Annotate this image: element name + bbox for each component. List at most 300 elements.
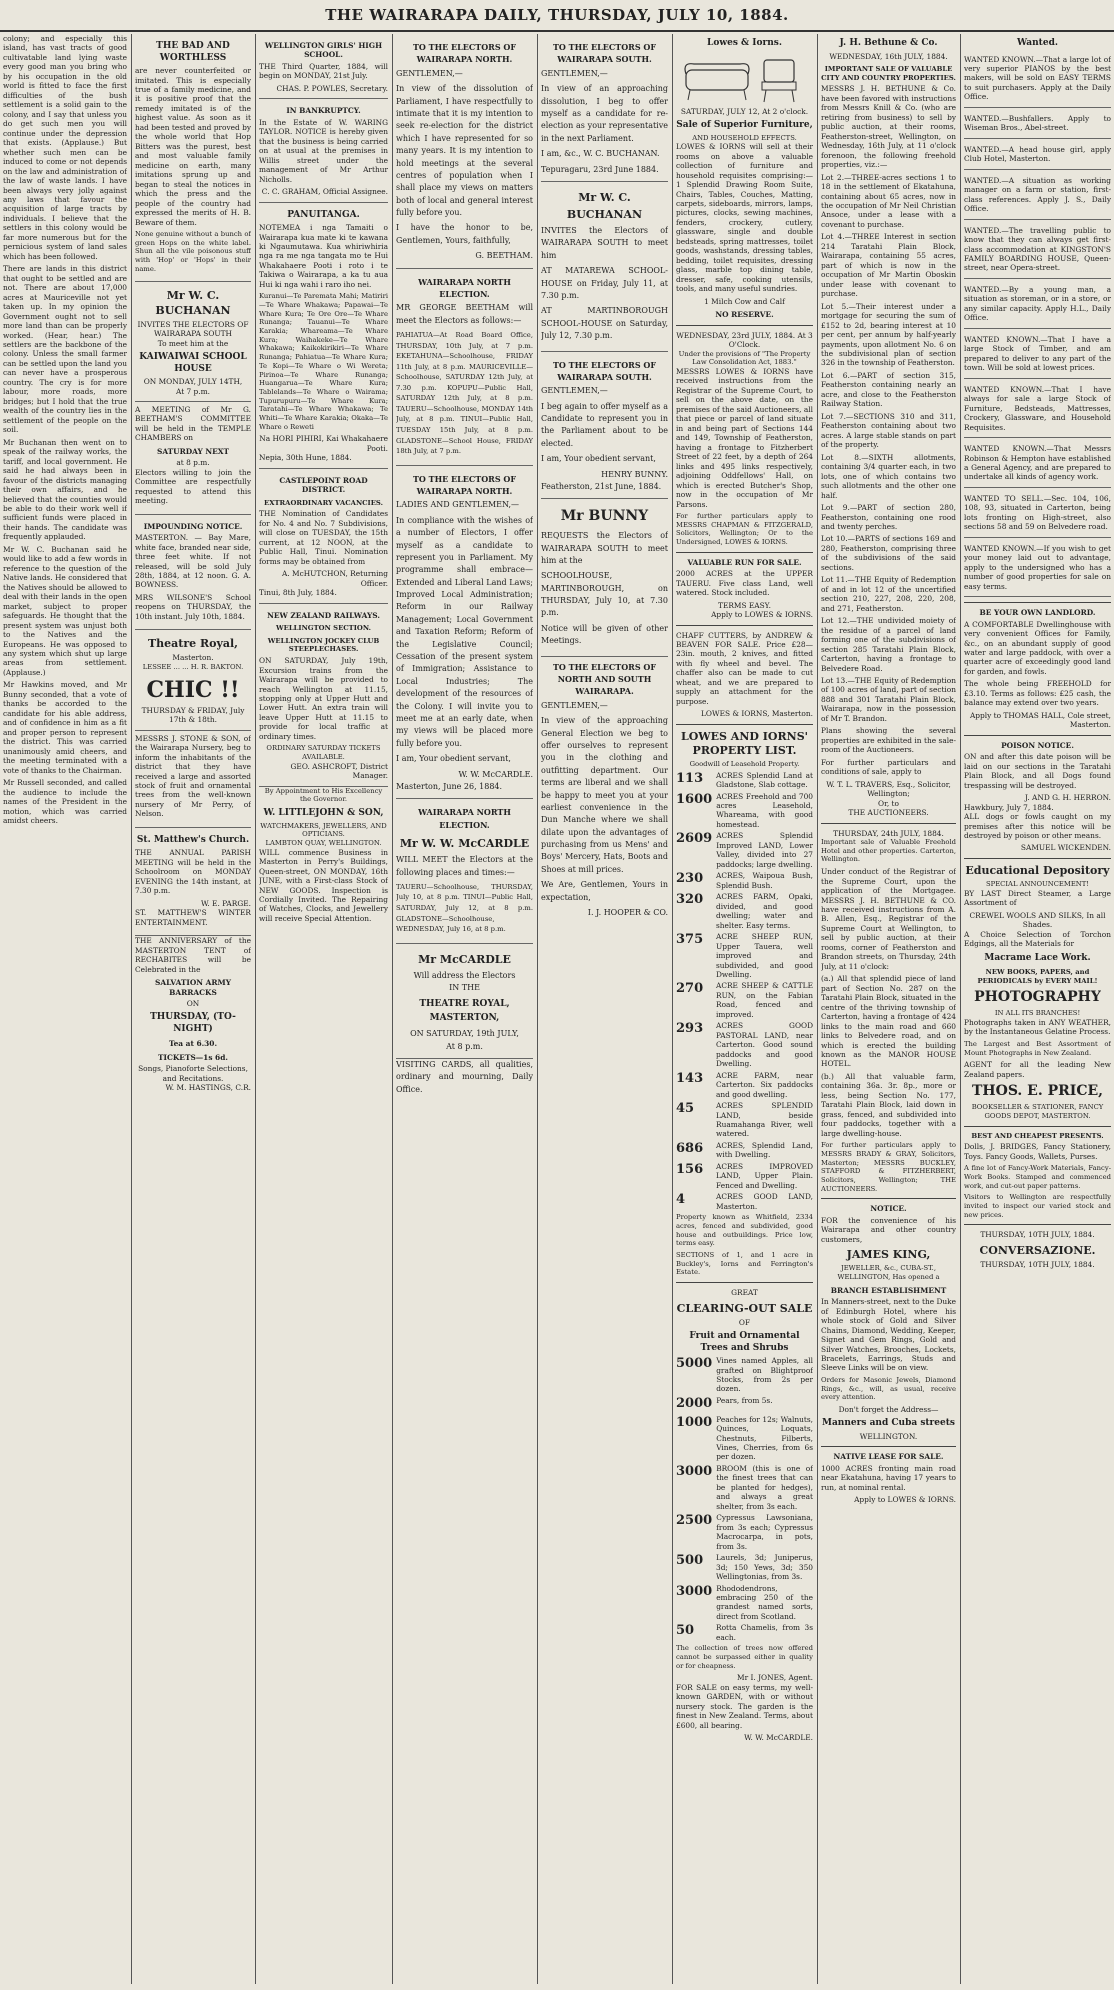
king-text: In Manners-street, next to the Duke of Edinburgh Hotel, where his whole stock of Gold and Silver Chains, Diamond, Wedding, Keeper, Signet and Gem Rings, Gold and Silver Watches, Brooches, Lockets, Bracelets, Earrings, Studs and Sleeve Links will be on view.: [821, 1297, 956, 1373]
ad-date: Tinui, 8th July, 1884.: [259, 588, 337, 598]
king-address-label: Don't forget the Address—: [838, 1404, 939, 1414]
sale-text: (b.) All that valuable farm, containing 36a. 3r. 8p., more or less, being Section No. 177, Taratahi Plain Block, laid down in grass, fenced, and subdivided into four paddocks, together with a large dwelling-house.: [821, 1071, 956, 1138]
sale-text: LOWES & IORNS will sell at their rooms on above a valuable collection of furniture and household requisites comprising:— 1 Splendid Drawing Room Suite, Chairs, Tables, Couches, Matting, carpets, sideboards, mirrors, lamps, pictures, clocks, sewing machines, fenders, crockery, cutlery, glassware, single and double bedsteads, spring mattresses, toilet goods, washstands, dressing tables, bedding, toilet requisites, dressing glass, marble top dining table, dresser, safe, cooking utensils, tools, and many useful sundries.: [676, 142, 813, 294]
ad-signature: W. E. PARGE.: [201, 898, 251, 908]
article-paragraph: Mr Hawkins moved, and Mr Bunny seconded, that a vote of thanks be accorded to the candidate for his able address, and of confidence in him as a fit and proper person to represent the district. This was carried unanimously amid cheers, and the meeting terminated with a vote of thanks to the Chairman.: [3, 680, 127, 775]
depot-books: NEW BOOKS, PAPERS, and PERIODICALS by EVERY MAIL!: [977, 968, 1098, 985]
divider: [821, 1446, 956, 1447]
lot-item: Lot 5.—Their interest under a mortgage for securing the sum of £152 to 2d, bearing interest at 10 per cent, per annum by half-yearly payments, upon allotment No. 6 on the subdivisional plan of section 326 in the township of Featherston.: [821, 301, 956, 368]
list-number: 113: [676, 770, 704, 786]
list-text: ACRES Splendid Improved LAND, Lower Valley, divided into 27 paddocks; large dwelling.: [716, 831, 813, 869]
wanted-item: WANTED.—The travelling public to know that they can always get first-class accommodation at KINGSTON'S FAMILY BOARDING HOUSE, Queen-street, near Opera-street.: [964, 223, 1111, 279]
hooper-ad: [541, 661, 668, 920]
buchanan-meetings: [541, 182, 668, 352]
sale-date: WEDNESDAY, 16th JULY, 1884.: [829, 51, 948, 61]
divider: [964, 858, 1111, 859]
king-heading: JAMES KING,: [846, 1248, 931, 1262]
wanted-item: WANTED.—A head house girl, apply Club Hotel, Masterton.: [964, 142, 1111, 170]
ad-heading: TO THE ELECTORS OF WAIRARAPA NORTH.: [412, 42, 517, 65]
native-lease-heading: NATIVE LEASE FOR SALE.: [833, 1452, 944, 1462]
bunny-meeting: [541, 499, 668, 656]
ad-signature: CHAS. P. POWLES, Secretary.: [276, 83, 388, 93]
dogs-text: ALL dogs or fowls caught on my premises after this notice will be destroyed by poison or other means.: [964, 812, 1111, 840]
lot-item: Lot 13.—THE Equity of Redemption of 100 acres of land, part of section 888 and 301 Taratahi Plain Block, Wairarapa, now in the possession of Mr T. Brandon.: [821, 676, 956, 723]
poison-text: ON and after this date poison will be laid on our sections in the Taratahi Plain Block, and all Dogs found trespassing will be destroyed.: [964, 752, 1111, 790]
sale-subheading: Important sale of Valuable Freehold Hotel and other properties. Carterton, Wellington.: [821, 838, 956, 864]
ad-text: ST. MATTHEW'S WINTER ENTERTAINMENT.: [135, 908, 251, 927]
presents-text: Dolls, J. BRIDGES, Fancy Stationery, Toys. Fancy Goods, Wallets, Purses.: [964, 1142, 1111, 1161]
ad-salutation: LADIES AND GENTLEMEN,—: [396, 500, 520, 510]
property-list: [676, 771, 813, 1212]
tree-row: [676, 1356, 813, 1394]
property-list-subheading: Goodwill of Leasehold Property.: [689, 759, 800, 768]
sale-heading: Sale of Superior Furniture,: [676, 119, 813, 130]
divider: [964, 1224, 1111, 1225]
ad-text: In view of the approaching General Election we beg to offer ourselves to represent you in the clothing and outfitting department. Our terms are liberal and we shall be happy to meet you at your earliest convenience in the Dun Manche where we shall dilate upon the advantages of purchasing from us Mens' and Boys' Mercery, Hats, Boots and Shoes at mill prices.: [541, 716, 668, 874]
depot-heading: Educational Depository: [965, 863, 1110, 877]
column-rule: [392, 34, 393, 1984]
ad-heading: NEW ZEALAND RAILWAYS.: [267, 610, 380, 620]
depot-lace: A Choice Selection of Torchon Edgings, all the Materials for: [964, 929, 1111, 949]
ad-signature: I am, Your obedient servant,: [396, 754, 511, 764]
clearing-of: OF: [738, 1317, 751, 1327]
ad-text: MR GEORGE BEETHAM will meet the Electors as follows:—: [396, 303, 533, 325]
ad-text: THE ANNUAL PARISH MEETING will be held in the Schoolroom on MONDAY EVENING the 14th instant, at 7.30 p.m.: [135, 848, 251, 896]
mccardle-theatre-ad: [396, 944, 533, 1059]
lot-item: Lot 10.—PARTS of sections 169 and 280, Featherston, comprising three of the subdivisions of the said sections.: [821, 534, 956, 572]
wanted-item: WANTED.—By a young man, a situation as storeman, or in a store, or any similar capacity. Apply H.L., Daily Office.: [964, 282, 1111, 329]
lot-list: [821, 173, 956, 724]
lot-item: Lot 8.—SIXTH allotments, containing 3/4 quarter each, in two lots, one of which contains two such allotments and the other one half.: [821, 452, 956, 500]
list-text: Laurels, 3d; Juniperus, 3d; 150 Yews, 3d; 350 Wellingtonias, from 3s.: [716, 1553, 813, 1582]
sale-text: MESSRS J. H. BETHUNE & Co. have been favored with instructions from Messrs Knill & Co. (who are retiring from business) to sell by public auction, at their rooms, Featherston-street, Wellington, on Wednesday, 16th July, at 11 o'clock forenoon, the following freehold properties, viz.:—: [821, 84, 956, 170]
sale-text: For further particulars and conditions of sale, apply to: [821, 757, 956, 777]
divider: [821, 1198, 956, 1199]
bunny-address: [541, 352, 668, 500]
ad-signature: C. C. GRAHAM, Official Assignee.: [261, 187, 388, 197]
sale-agent: W. T. L. TRAVERS, Esq., Solicitor, Wellington;: [826, 779, 951, 799]
ad-text: TICKETS—1s 6d.: [158, 1052, 228, 1062]
ad-venue: SALVATION ARMY BARRACKS: [155, 978, 231, 997]
ad-heading: CASTLEPOINT ROAD DISTRICT.: [279, 475, 368, 495]
furniture-illustration: [676, 52, 813, 107]
ad-signature: A. McHUTCHON, Returning Officer.: [281, 569, 388, 588]
ad-text: AT MARTINBOROUGH SCHOOL-HOUSE on Saturday, July 12, 7.30 p.m.: [541, 306, 668, 341]
clearing-heading: CLEARING-OUT SALE: [676, 1301, 813, 1315]
column-6: [676, 34, 813, 1984]
ad-heading: WELLINGTON GIRLS' HIGH SCHOOL.: [264, 41, 383, 60]
list-number: 50: [676, 1623, 695, 1639]
sale-agent: THE AUCTIONEERS.: [848, 808, 929, 818]
column-rule: [672, 34, 673, 1984]
list-number: 2000: [676, 1395, 713, 1411]
property-row: [676, 871, 813, 890]
photography-heading: PHOTOGRAPHY: [974, 989, 1101, 1006]
divider: [821, 823, 956, 824]
notice-text: FOR the convenience of his Wairarapa and other country customers,: [821, 1215, 956, 1244]
article-paragraph: Mr Buchanan then went on to speak of the railway works, the tariff, and local government. He said he had always been in favour of the districts managing their own affairs, and he believed that the counties would be able to do their work well if sufficient funds were placed in their hands. The candidate was frequently applauded.: [3, 437, 127, 542]
ad-text: ON: [186, 998, 200, 1008]
list-text: BROOM (this is one of the finest trees that can be planted for hedges), and always a great shelter, from 3s each.: [716, 1463, 813, 1511]
divider: [676, 724, 813, 725]
list-text: Cypressus Lawsoniana, from 3s each; Cypressus Macrocarpa, in pots, from 3s.: [716, 1513, 813, 1551]
property-note: Property known as Whitfield, 2334 acres, fenced and subdivided, good house and outbuildings. Price low, terms easy.: [676, 1213, 813, 1248]
castlepoint-notice: [259, 469, 388, 604]
article-paragraph: Mr W. C. Buchanan said he would like to add a few words in reference to the question of the Native lands. He considered that the Natives should be allowed to deal with their lands in the open market, subject to proper safeguards. He thought that the present system was unjust both to the Natives and the Europeans. He was opposed to any system which shut up large areas from settlement. (Applause.): [3, 544, 127, 677]
list-number: 230: [676, 871, 704, 887]
ad-signature: GEO. ASHCROFT, District Manager.: [290, 761, 388, 781]
wanted-item: WANTED KNOWN.—That a large lot of very superior PIANOS by the best makers, will be sold on EASY TERMS to suit purchasers. Apply at the Daily Office.: [964, 52, 1111, 108]
girls-high-school-ad: [259, 34, 388, 99]
ad-heading: TO THE ELECTORS OF WAIRARAPA SOUTH.: [552, 359, 657, 382]
beetham-meetings: [396, 269, 533, 466]
ad-text: WILL commence Business in Masterton in Perry's Buildings, Queen-street, ON MONDAY, 16th JUNE, with a First-class Stock of NEW GOODS. Inspection is Cordially Invited. The Repairing of Watches, Clocks, and Jewellery will receive Special Attention.: [259, 847, 388, 923]
ad-text: NOTEMEA i nga Tamaiti o Wairarapa kua mate ki te kawana ki Ngaumutawa. Kua whiriwhiria nga ra me nga tangata mo te Hui Whakahaere Pooti i roto i te Takiwa o Wairarapa, a ka tu aua Hui ki nga wahi i raro iho nei.: [259, 223, 388, 289]
ad-date: THURSDAY, (TO-NIGHT): [150, 1012, 236, 1034]
divider: [676, 552, 813, 553]
sale-subheading: AND HOUSEHOLD EFFECTS.: [692, 133, 797, 142]
mccardle-address: [396, 466, 533, 800]
list-number: 4: [676, 1192, 686, 1208]
railways-notice: [259, 604, 388, 787]
column-rule: [537, 34, 538, 1984]
ad-signature: I am, &c., W. C. BUCHANAN.: [541, 149, 660, 159]
ad-text: SCHOOLHOUSE, MARTINBOROUGH, on THURSDAY, July 10, at 7.30 p.m.: [541, 571, 668, 618]
photography-sub: IN ALL ITS BRANCHES!: [994, 1009, 1081, 1018]
native-lease-text: 1000 ACRES fronting main road near Ekatahuna, having 17 years to run, at nominal rental.: [821, 1463, 956, 1492]
column-2: [135, 34, 251, 1984]
ad-heading: TO THE ELECTORS OF WAIRARAPA NORTH.: [412, 473, 517, 496]
list-number: 320: [676, 892, 704, 908]
divider: [964, 1126, 1111, 1127]
poison-signature: J. AND G. H. HERRON.: [1024, 793, 1111, 803]
maori-notice: [259, 203, 388, 469]
lot-item: Lot 7.—SECTIONS 310 and 311, Featherston containing about two acres. A large stable stands on part of the property.: [821, 411, 956, 450]
masthead: [0, 0, 1114, 32]
divider: [676, 625, 813, 626]
article-paragraph: colony; and especially this island, has vast tracts of good cultivatable land lying waste every good man you bring who by his occupation in the old world is fitted to face the first difficulties of the bush settlement is a solid gain to the colony, and I say that unless you do get such men you will continue under the depression that exists. (Applause.) But whether such men can be induced to come or not depends on the law and administration of the law of waste lands. I have been always very jolly against any laws that favour the acquisition of large tracts by individuals. I believe that the settlers in this colony would be far more numerous but for the pernicious system of land sales which has been followed.: [3, 34, 127, 261]
ad-title: Mr W. C. BUCHANAN: [566, 190, 643, 221]
ad-heading: Theatre Royal,: [147, 637, 239, 651]
impounding-notice: [135, 515, 251, 631]
column-4: [396, 34, 533, 1984]
ad-text: AT MATAREWA SCHOOL-HOUSE on Friday, July 11, at 7.30 p.m.: [541, 266, 668, 300]
wanted-item: WANTED KNOWN.—That I have a large Stock of Timber, and am prepared to deliver to any part of the town. Will be sold at lowest prices.: [964, 332, 1111, 379]
section-header: Wanted.: [1016, 38, 1058, 48]
ad-subheading: WELLINGTON SECTION.: [276, 624, 371, 633]
section-header: Lowes & Iorns.: [707, 38, 782, 48]
ad-text: TAUERU—Schoolhouse, THURSDAY, July 10, at 8 p.m. TINUI—Public Hall, SATURDAY, July 12, at 8 p.m. GLADSTONE—Schoolhouse, WEDNESDAY, July 16, at 8 p.m.: [396, 882, 533, 934]
garden-signature: W. W. McCARDLE.: [744, 1733, 813, 1743]
list-text: ACRES, Splendid Land, with Dwelling.: [716, 1140, 813, 1160]
list-text: Peaches for 12s; Walnuts, Quinces, Loquats, Chestnuts, Filberts, Vines, Cherries, from 6s per dozen.: [716, 1414, 813, 1462]
ad-time: At 7 p.m.: [175, 386, 210, 396]
column-7: [821, 34, 956, 1984]
ad-text: THE Nomination of Candidates for No. 4 and No. 7 Subdivisions, will close on TUESDAY, the 15th current, at 12 NOON, at the Public Hall, Tinui. Nomination forms may be obtained from: [259, 509, 388, 566]
king-subheading: JEWELLER, &c., CUBA-ST., WELLINGTON, Has opened a: [837, 1264, 940, 1281]
ad-title: CHIC !!: [146, 676, 240, 703]
wanted-item: WANTED.—Bushfallers. Apply to Wiseman Bros., Abel-street.: [964, 111, 1111, 139]
ad-date: ON SATURDAY, 19th JULY,: [410, 1029, 519, 1039]
photography-note: The Largest and Best Assortment of Mount Photographs in New Zealand.: [964, 1039, 1111, 1057]
ad-text: ORDINARY SATURDAY TICKETS AVAILABLE.: [266, 744, 381, 762]
column-8: [964, 34, 1111, 1984]
ad-text: REQUESTS the Electors of WAIRARAPA SOUTH to meet him at the: [541, 531, 668, 565]
property-row: [676, 771, 813, 790]
property-row: [676, 1162, 813, 1190]
list-number: 3000: [676, 1463, 713, 1479]
property-row: [676, 1192, 813, 1211]
list-text: ACRES Splendid Land at Gladstone, Slab cottage.: [716, 770, 813, 790]
property-row: [676, 1141, 813, 1160]
ad-text: I beg again to offer myself as a Candidate to represent you in the Parliament about to be elected.: [541, 401, 668, 448]
ad-text: IN THE: [449, 983, 480, 993]
list-text: Vines named Apples, all grafted on Blightproof Stocks, from 2s per dozen.: [716, 1356, 813, 1394]
list-text: ACRES GOOD LAND, Masterton.: [716, 1192, 813, 1211]
native-lease-apply: Apply to LOWES & IORNS.: [854, 1495, 956, 1505]
ad-text: LAMBTON QUAY, WELLINGTON.: [265, 838, 382, 847]
ad-text: Songs, Pianoforte Selections, and Recitations.: [138, 1064, 248, 1083]
beetham-committee-ad: [135, 402, 251, 515]
buchanan-address: [541, 34, 668, 182]
ad-text: Will address the Electors: [413, 970, 516, 980]
divider: [964, 602, 1111, 603]
lot-item: Lot 12.—THE undivided moiety of the residue of a parcel of land forming one of the subdivisions of section 285 Taratahi Plain Block, Carterton, having a frontage to Belvedere Road.: [821, 616, 956, 673]
ad-text: In the Estate of W. WARING TAYLOR. NOTICE is hereby given that the business is being carried on at usual at the premises in Willis street under the management of Mr Arthur Nicholls.: [259, 117, 388, 184]
list-number: 270: [676, 981, 704, 997]
ad-heading: TO THE ELECTORS OF WAIRARAPA SOUTH.: [552, 42, 657, 65]
trees-signature: Mr I. JONES, Agent.: [737, 1673, 813, 1683]
ad-date: Tepuragaru, 23rd June 1884.: [541, 164, 659, 174]
depot-special: SPECIAL ANNOUNCEMENT!: [985, 880, 1089, 888]
chaff-cutter-ad: CHAFF CUTTERS, by ANDREW & BEAVEN FOR SALE. Price £28—23in. mouth, 2 knives, and fitted with fly wheel and bevel. The chaffer also can be made to cut wheat, and we are prepared to supply an attachment for the purpose.: [676, 630, 813, 706]
ad-salutation: GENTLEMEN,—: [541, 700, 608, 710]
list-number: 375: [676, 932, 704, 948]
tree-row: [676, 1553, 813, 1581]
dogs-signature: SAMUEL WICKENDEN.: [1020, 843, 1111, 853]
ad-text: Electors willing to join the Committee are respectfully requested to attend this meeting.: [135, 467, 251, 506]
presents-note: A fine lot of Fancy-Work Materials, Fancy-Work Books. Stamped and commenced work, and cut-out paper patterns.: [964, 1164, 1111, 1190]
property-row: [676, 1071, 813, 1099]
column-rule: [131, 34, 132, 1984]
list-text: ACRE SHEEP RUN, Upper Tauera, well improved and subdivided, and good Dwelling.: [716, 932, 813, 979]
ad-title: Mr W. W. McCARDLE: [399, 837, 530, 851]
ad-date: SATURDAY NEXT: [157, 446, 229, 456]
list-number: 5000: [676, 1356, 713, 1372]
landlord-terms: The whole being FREEHOLD for £3.10. Terms as follows: £25 cash, the balance may extend over two years.: [964, 679, 1111, 708]
sale-subheading: Under the provisions of "The Property Law Consolidation Act, 1883.": [678, 349, 811, 367]
ad-time: at 8 p.m.: [176, 458, 210, 468]
list-text: ACRES, Waipoua Bush, Splendid Bush.: [716, 871, 813, 890]
wanted-item: WANTED KNOWN.—That Messrs Robinson & Hempton have established a General Agency, and are prepared to undertake all kinds of agency work.: [964, 441, 1111, 488]
agent-text: AGENT for all the leading New Zealand papers.: [964, 1060, 1111, 1079]
ad-date: ON MONDAY, JULY 14TH,: [143, 377, 243, 387]
ad-date: Masterton, June 26, 1884.: [396, 781, 503, 791]
ad-subheading: WATCHMAKERS, JEWELLERS, AND OPTICIANS.: [260, 821, 387, 839]
photography-text: Photographs taken in ANY WEATHER, by the Instantaneous Gelatine Process.: [964, 1017, 1111, 1037]
sale-text: For further particulars apply to MESSRS CHAPMAN & FITZGERALD, Solicitors, Wellington; Or to the Undersigned, LOWES & IORNS.: [676, 511, 813, 547]
wanted-item: WANTED KNOWN.—If you wish to get your money laid out to advantage, apply to the undersigned who has a number of good properties for sale on easy terms.: [964, 541, 1111, 597]
theatre-royal-ad: [135, 630, 251, 730]
sale-text: Plans showing the several properties are exhibited in the sale-room of the Auctioneers.: [821, 726, 956, 755]
church-notice: [135, 828, 251, 936]
column-3: [259, 34, 388, 1984]
ad-signature: HENRY BUNNY.: [601, 469, 668, 479]
ad-text: INVITES the Electors of WAIRARAPA SOUTH to meet him: [541, 226, 668, 260]
ad-heading: Mr W. C. BUCHANAN: [155, 289, 231, 317]
ad-text: THE ANNIVERSARY of the MASTERTON TENT of RECHABITES will be Celebrated in the: [135, 936, 251, 974]
run-terms: TERMS EASY.: [718, 600, 771, 610]
ad-text: In view of an approaching dissolution, I beg to offer myself as a candidate for re-election as your representative in the next Parliament.: [541, 84, 668, 143]
ad-text: THE Third Quarter, 1884, will begin on MONDAY, 21st July.: [259, 61, 388, 81]
macrame-heading: Macrame Lace Work.: [984, 952, 1091, 963]
ad-signature: Na HORI PIHIRI, Kai Whakahaere Pooti.: [259, 434, 388, 453]
poison-date: Hawkbury, July 7, 1884.: [964, 802, 1054, 812]
garden-ad: FOR SALE on easy terms, my well-known GARDEN, with or without nursery stock. The garden is the finest in New Zealand. Terms, about £600, all bearing.: [676, 1682, 813, 1730]
ad-text: Tea at 6.30.: [168, 1039, 218, 1049]
property-row: [676, 892, 813, 930]
visiting-cards-ad: VISITING CARDS, all qualities, ordinary and mourning, Daily Office.: [396, 1060, 533, 1094]
list-number: 156: [676, 1161, 704, 1177]
sale-text: Under conduct of the Registrar of the Supreme Court, upon the application of the Mortgagee. MESSRS J. H. BETHUNE & CO. have received instructions from A. B. Allen, Esq., Registrar of the Supreme Court at Wellington, to sell by public auction, at their rooms, corner of Featherston and Brandon streets, on Thursday, 24th July, at 11 o'clock:: [821, 867, 956, 971]
ad-subheading: EXTRAORDINARY VACANCIES.: [264, 498, 383, 507]
ad-salutation: GENTLEMEN,—: [396, 68, 463, 78]
lot-item: Lot 9.—PART of section 280, Featherston, containing one rood and twenty perches.: [821, 503, 956, 531]
list-text: Rhododendrons, embracing 250 of the grandest named sorts, direct from Scotland.: [716, 1583, 813, 1621]
property-row: [676, 792, 813, 830]
property-row: [676, 831, 813, 869]
lot-item: Lot 4.—THREE Interest in section 214 Taratahi Plain Block, Wairarapa, containing 55 acres, part of which is now in the occupation of Mr Martin Oboskin under lease with covenant to purchase.: [821, 232, 956, 299]
ad-signature: W. W. McCARDLE.: [458, 769, 533, 779]
mccardle-meetings: [396, 799, 533, 943]
ad-text: Kuranui—Te Paremata Mahi; Matiriri—Te Whare Whakawa; Papawai—Te Whare Kura; Te Ore Ore—Te Whare Runanga; Tauanui—Te Whare Karakia; Whareama—Te Whare Kura; Waihakeke—Te Whare Whakawa; Kaikokirikiri—Te Whare Runanga; Pahiatua—Te Whare Kura; Te Kopi—Te Whare o Wi Wereta; Pirinoa—Te Whare Runanga; Huangarua—Te Whare Kura; Tablelands—Te Whare o Wairama; Tupurupuru—Te Whare Kura; Taratahi—Te Whare Whakawa; Te Whiti—Te Whare Karakia; Okaka—Te Whare o Reweti: [259, 292, 388, 431]
list-number: 293: [676, 1021, 704, 1037]
depot-text: BY LAST Direct Steamer, a Large Assortment of: [964, 888, 1111, 908]
tree-row: [676, 1464, 813, 1511]
landlord-heading: BE YOUR OWN LANDLORD.: [979, 608, 1096, 618]
tree-row: [676, 1584, 813, 1622]
ad-date: Nepia, 30th Hune, 1884.: [259, 453, 352, 463]
ad-signature: I am, Your obedient servant,: [541, 454, 656, 464]
tree-list: [676, 1356, 813, 1642]
sale-date: WEDNESDAY, 23rd JULY, 1884. At 3 O'Clock.: [676, 330, 813, 350]
column-rule: [255, 34, 256, 1984]
list-text: Rotta Chamelis, from 3s each.: [716, 1623, 813, 1642]
ad-text: LESSEE ... ... H. R. BAKTON.: [142, 662, 244, 671]
landlord-apply: Apply to THOMAS HALL, Cole street, Masterton.: [969, 710, 1111, 730]
article-paragraph: Mr Russell seconded, and called the audience to include the names of the President in the motion, which was carried amidst cheers.: [3, 778, 127, 825]
list-number: 1000: [676, 1414, 713, 1430]
king-note: Orders for Masonic Jewels, Diamond Rings, &c., will, as usual, receive every attention.: [821, 1375, 956, 1402]
tree-row: [676, 1513, 813, 1551]
list-number: 3000: [676, 1583, 713, 1599]
lot-item: Lot 11.—THE Equity of Redemption of and in lot 12 of the uncertified section 210, 227, 208, 220, 208, and 271, Featherston.: [821, 575, 956, 613]
ad-heading: WAIRARAPA NORTH ELECTION.: [418, 276, 511, 300]
property-row: [676, 981, 813, 1019]
list-number: 500: [676, 1553, 704, 1569]
ad-venue: KAIWAIWAI SCHOOL HOUSE: [139, 352, 247, 374]
ad-signature: I. J. HOOPER & CO.: [587, 908, 668, 918]
ad-heading: St. Matthew's Church.: [136, 834, 250, 845]
sale-text: MESSRS LOWES & IORNS have received instructions from the Registrar of the Supreme Court, to sell on the above date, on the premises of the said Auctioneers, all that piece or parcel of land situate in and being part of Sections 144 and 149, Township of Featherston, having a frontage to Fitzherbert Street of 22 feet, by a depth of 264 links and 495 links respectively, adjoining Oddfellows' Hall, on which is erected Butcher's Shop, now in the occupation of Mr Parsons.: [676, 366, 813, 509]
wanted-item: WANTED.—A situation as working manager on a farm or station, first-class references. Apply J. S., Daily Office.: [964, 173, 1111, 220]
rechabites-ad: [135, 936, 251, 1093]
ad-text: In view of the dissolution of Parliament, I have respectfully to intimate that it is my intention to seek re-election for the district which I have represented for so many years. It is my intention to hold meetings at the several centres of population when I shall place my views on matters both of local and general interest fully before you.: [396, 84, 533, 218]
list-text: Pears, from 5s.: [716, 1395, 773, 1405]
price-sub: BOOKSELLER & STATIONER, FANCY GOODS DEPOT, MASTERTON.: [971, 1103, 1104, 1120]
buchanan-meeting-ad: [135, 282, 251, 402]
property-row: [676, 1101, 813, 1139]
property-row: [676, 1021, 813, 1068]
list-number: 686: [676, 1140, 704, 1156]
ad-heading: PANUITANGA.: [287, 209, 360, 220]
ad-text: INVITES THE ELECTORS OF WAIRARAPA SOUTH: [137, 319, 249, 339]
depot-items: CREWEL WOOLS AND SILKS, In all Shades.: [969, 910, 1106, 930]
sale-text: 1 Milch Cow and Calf: [704, 296, 785, 306]
beetham-address: [396, 34, 533, 269]
run-heading: VALUABLE RUN FOR SALE.: [687, 557, 802, 567]
ad-text: Notice will be given of other Meetings.: [541, 623, 668, 646]
visitors-text: Visitors to Wellington are respectfully invited to inspect our varied stock and new prices.: [964, 1193, 1111, 1219]
divider: [676, 1282, 813, 1283]
list-text: ACRES Freehold and 700 acres Leasehold, Whareama, with good homestead.: [716, 791, 813, 829]
wanted-item: WANTED TO SELL.—Sec. 104, 106, 108, 93, situated in Carterton, being lots fronting on High-street, also sections 58 and 59 on Belvedere road.: [964, 491, 1111, 538]
ad-text: A MEETING of Mr G. BEETHAM'S COMMITTEE will be held in the TEMPLE CHAMBERS on: [135, 404, 251, 443]
ad-title: Mr McCARDLE: [418, 952, 511, 966]
ad-date: THURSDAY & FRIDAY, July 17th & 18th.: [141, 705, 245, 725]
ad-subheading: WELLINGTON JOCKEY CLUB STEEPLECHASES.: [267, 636, 380, 654]
conversazione-date: THURSDAY, 10TH JULY, 1884.: [980, 1259, 1095, 1269]
sale-date: THURSDAY, 24th JULY, 1884.: [833, 828, 944, 838]
ad-signature: G. BEETHAM.: [475, 251, 533, 261]
event-date: THURSDAY, 10TH JULY, 1884.: [980, 1230, 1095, 1240]
trees-note: The collection of trees now offered cannot be surpassed either in quality or for cheapness.: [676, 1644, 813, 1670]
list-number: 2609: [676, 831, 713, 847]
price-heading: THOS. E. PRICE,: [971, 1083, 1104, 1100]
chaff-signature: LOWES & IORNS, Masterton.: [701, 709, 813, 719]
clearing-pre: GREAT: [731, 1288, 758, 1298]
ad-heading: TO THE ELECTORS OF NORTH AND SOUTH WAIRARAPA.: [552, 661, 657, 697]
newspaper-title: THE WAIRARAPA DAILY, THURSDAY, JULY 10, 1884.: [325, 6, 789, 24]
presents-heading: BEST AND CHEAPEST PRESENTS.: [971, 1131, 1104, 1140]
divider: [676, 325, 813, 326]
section-header: J. H. Bethune & Co.: [839, 38, 938, 48]
ad-title: Mr BUNNY: [560, 508, 649, 525]
ad-text: To meet him at the: [157, 338, 229, 348]
column-5: [541, 34, 668, 1984]
notice-heading: NOTICE.: [870, 1204, 907, 1214]
ad-text: MASTERTON. — Bay Mare, white face, branded near side, three feet white. If not released, will be sold July 28th, 1884, at 12 noon. G. A. BOWNESS.: [135, 533, 251, 590]
bankruptcy-notice: [259, 99, 388, 202]
list-text: ACRES GOOD PASTORAL LAND, near Carterton. Good sound paddocks and good Dwelling.: [716, 1021, 813, 1069]
king-city: WELLINGTON.: [859, 1431, 918, 1441]
hop-bitters-ad: [135, 34, 251, 282]
ad-text: MRS WILSONE'S School reopens on THURSDAY, the 10th instant. July 10th, 1884.: [135, 592, 251, 621]
ad-text: are never counterfeited or imitated. This is especially true of a family medicine, and it is positive proof that the remedy imitated is of the highest value. As soon as it had been tested and proved by the whole world that Hop Bitters was the purest, best and most valuable family medicine on earth, many imitations sprung up and began to steal the notices in which the press and the people of the country had expressed the merits of H. B. Beware of them.: [135, 66, 251, 227]
lot-item: Lot 2.—THREE-acres sections 1 to 18 in the settlement of Ekatahuna, containing about 65 acres, now in the occupation of Mr Neil Christian Ansoce, under a lease with a covenant to purchase.: [821, 172, 956, 229]
article-paragraph: There are lands in this district that ought to be settled and are not. There are about 17,000 acres at Mauriceville not yet taken up. In my opinion the Government ought not to sell more land than can be properly worked. (Hear, hear.) The settlers are the backbone of the colony. Unless the small farmer can be settled upon the land you can never have a prosperous country. The cry is for more labour, more roads, more bridges; but I hold that the true wealth of the country lies in the settlement of the people on the soil.: [3, 264, 127, 435]
lot-item: Lot 6.—PART of section 315, Featherston containing nearly an acre, and close to the Featherston Railway Station.: [821, 370, 956, 409]
ad-heading: IMPOUNDING NOTICE.: [143, 521, 243, 531]
list-text: ACRE SHEEP & CATTLE RUN, on the Fabian Road, fenced and improved.: [716, 981, 813, 1019]
ad-heading: IN BANKRUPTCY.: [286, 106, 361, 116]
list-number: 2500: [676, 1513, 713, 1529]
ad-text: MESSRS J. STONE & SON, of the Wairarapa Nursery, beg to inform the inhabitants of the district that they have received a large and assorted stock of fruit and ornamental trees from the well-known nursery of Mr Perry, of Nelson.: [135, 733, 251, 819]
property-row: [676, 932, 813, 979]
ad-text: None genuine without a bunch of green Hops on the white label. Shun all the vile poisonous stuff with 'Hop' or 'Hops' in their name.: [135, 230, 251, 273]
property-sections: SECTIONS of 1, and 1 acre in Buckley's, Iorns and Ferrington's Estate.: [676, 1250, 813, 1277]
list-number: 1600: [676, 791, 713, 807]
